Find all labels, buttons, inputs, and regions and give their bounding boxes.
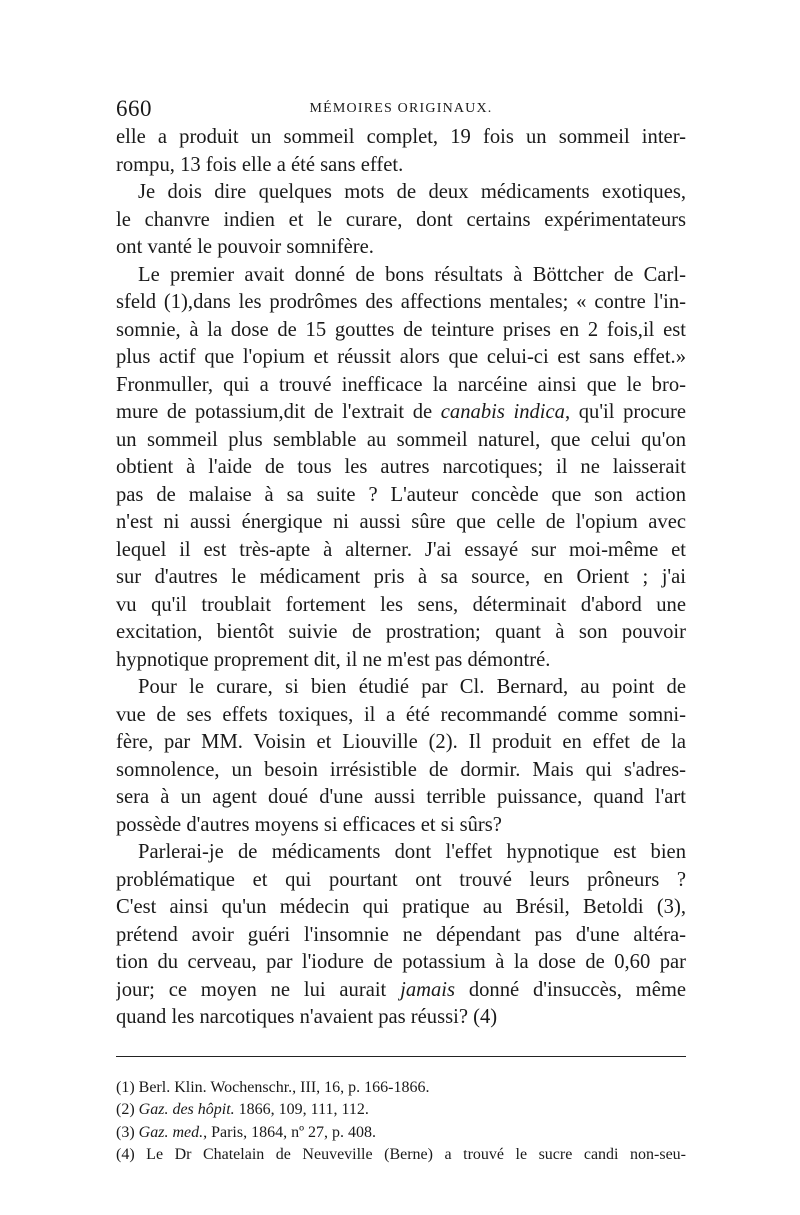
text-line: Pour le curare, si bien étudié par Cl. Bernard, au point de xyxy=(138,676,686,698)
text-line: Le premier avait donné de bons résultats à Böttcher de Carl- xyxy=(138,263,686,286)
text-line: excitation, bientôt suivie de prostration; quant à son pouvoir xyxy=(116,621,686,643)
text-segment: , qu'il procure xyxy=(564,401,686,423)
text-line: vue de ses effets toxiques, il a été recommandé comme somni- xyxy=(116,703,686,726)
footnotes xyxy=(116,1077,686,1167)
footnote-detail: , Paris, 1864, nº 27, p. 408. xyxy=(203,1123,377,1141)
text-line: plus actif que l'opium et réussit alors que celui-ci est sans effet.» xyxy=(116,346,686,368)
footnote-source: Gaz. med. xyxy=(138,1123,204,1141)
text-line: somnie, à la dose de 15 gouttes de teinture prises en 2 fois,il est xyxy=(116,318,686,341)
footnote-divider xyxy=(116,1056,686,1057)
text-line: problématique et qui pourtant ont trouvé leurs prôneurs ? xyxy=(116,868,686,891)
text-line: sera à un agent doué d'une aussi terrible puissance, quand l'art xyxy=(116,786,686,808)
text-line: quand les narcotiques n'avaient pas réussi? (4) xyxy=(116,1006,498,1028)
text-segment: donné d'insuccès, même xyxy=(455,978,686,1001)
text-line: somnolence, un besoin irrésistible de dormir. Mais qui s'adres- xyxy=(116,758,686,781)
text-line xyxy=(116,977,686,1005)
text-segment: mure de potassium,dit de l'extrait de xyxy=(116,401,441,423)
text-line: Je dois dire quelques mots de deux médicaments exotiques, xyxy=(138,181,686,203)
footnote-1: (1) Berl. Klin. Wochenschr., III, 16, p. 166-1866. xyxy=(116,1078,430,1096)
text-line: pas de malaise à sa suite ? L'auteur concède que son action xyxy=(116,483,686,506)
footnote-detail: 1866, 109, 111, 112. xyxy=(234,1101,369,1118)
text-line: C'est ainsi qu'un médecin qui pratique au Brésil, Betoldi (3), xyxy=(116,896,686,918)
italic-term: canabis indica xyxy=(440,401,565,423)
page-header xyxy=(116,96,686,122)
text-line: tion du cerveau, par l'iodure de potassium à la dose de 0,60 par xyxy=(116,951,686,973)
text-line: hypnotique proprement dit, il ne m'est pas démontré. xyxy=(116,648,551,671)
text-line: fère, par MM. Voisin et Liouville (2). Il produit en effet de la xyxy=(116,731,686,753)
footnote-3 xyxy=(116,1122,686,1145)
italic-term: jamais xyxy=(400,978,456,1001)
text-line: prétend avoir guéri l'insomnie ne dépendant pas d'une altéra- xyxy=(116,923,686,946)
text-line: elle a produit un sommeil complet, 19 fois un sommeil inter- xyxy=(116,126,686,148)
text-line: Parlerai-je de médicaments dont l'effet hypnotique est bien xyxy=(138,841,686,863)
text-line: rompu, 13 fois elle a été sans effet. xyxy=(116,153,404,176)
footnote-number: (3) xyxy=(116,1123,139,1141)
text-line: n'est ni aussi énergique ni aussi sûre que celle de l'opium avec xyxy=(116,511,686,533)
text-line: vu qu'il troublait fortement les sens, déterminait d'abord une xyxy=(116,593,686,616)
text-line: un sommeil plus semblable au sommeil naturel, que celui qu'on xyxy=(116,428,686,451)
text-line xyxy=(116,399,686,427)
text-line: ont vanté le pouvoir somnifère. xyxy=(116,236,374,258)
body-text xyxy=(116,124,686,1032)
text-line: obtient à l'aide de tous les autres narcotiques; il ne laisserait xyxy=(116,456,686,478)
footnote-2 xyxy=(116,1099,686,1122)
text-line: possède d'autres moyens si efficaces et si sûrs? xyxy=(116,813,502,836)
footnote-source: Gaz. des hôpit. xyxy=(138,1101,235,1118)
text-line: sfeld (1),dans les prodrômes des affections mentales; « contre l'in- xyxy=(116,291,686,313)
book-page xyxy=(116,96,686,1167)
page-number: 660 xyxy=(116,96,152,121)
footnote-4: (4) Le Dr Chatelain de Neuveville (Berne) a trouvé le sucre candi non-seu- xyxy=(116,1146,686,1163)
text-line: Fronmuller, qui a trouvé inefficace la narcéine ainsi que le bro- xyxy=(116,373,686,396)
footnote-number: (2) xyxy=(116,1101,139,1118)
text-segment: jour; ce moyen ne lui aurait xyxy=(116,978,401,1001)
running-title: MÉMOIRES ORIGINAUX. xyxy=(309,101,493,116)
text-line: lequel il est très-apte à alterner. J'ai essayé sur moi-même et xyxy=(116,538,686,561)
text-line: sur d'autres le médicament pris à sa source, en Orient ; j'ai xyxy=(116,566,686,588)
text-line: le chanvre indien et le curare, dont certains expérimentateurs xyxy=(116,208,686,231)
